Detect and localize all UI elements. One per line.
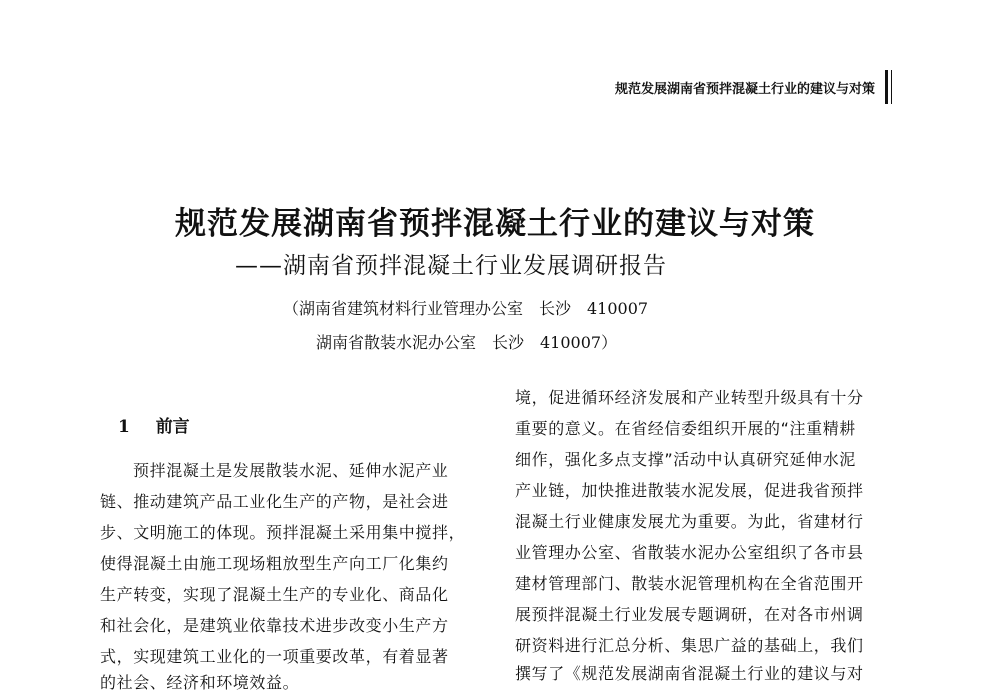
body-line: 展预拌混凝土行业发展专题调研，在对各市州调 (515, 605, 864, 624)
header-rule-thin (891, 70, 892, 104)
body-line: 境，促进循环经济发展和产业转型升级具有十分 (515, 388, 864, 407)
body-line: 链、推动建筑产品工业化生产的产物，是社会进 (100, 492, 449, 511)
affiliation-line: （湖南省建筑材料行业管理办公室 长沙 410007 (283, 299, 649, 318)
body-line: 的社会、经济和环境效益。 (100, 673, 300, 692)
body-line: 研资料进行汇总分析、集思广益的基础上，我们 (515, 636, 864, 655)
article-subtitle: ——湖南省预拌混凝土行业发展调研报告 (235, 253, 667, 279)
article-title: 规范发展湖南省预拌混凝土行业的建议与对策 (175, 206, 815, 242)
body-line: 业管理办公室、省散装水泥办公室组织了各市县 (515, 543, 864, 562)
header-rule (885, 70, 888, 104)
body-line: 生产转变，实现了混凝土生产的专业化、商品化 (100, 585, 449, 604)
section-number: 1 (118, 417, 130, 437)
body-line: 式，实现建筑工业化的一项重要改革，有着显著 (100, 647, 449, 666)
body-line: 重要的意义。在省经信委组织开展的“注重精耕 (515, 419, 856, 438)
section-heading (118, 412, 190, 437)
section-title: 前言 (155, 417, 190, 437)
body-line: 使得混凝土由施工现场粗放型生产向工厂化集约 (100, 554, 449, 573)
body-line: 和社会化，是建筑业依靠技术进步改变小生产方 (100, 616, 449, 635)
body-line: 建材管理部门、散装水泥管理机构在全省范围开 (515, 574, 864, 593)
running-header: 规范发展湖南省预拌混凝土行业的建议与对策 (614, 82, 875, 97)
body-line: 混凝土行业健康发展尤为重要。为此，省建材行 (515, 512, 864, 531)
body-line: 预拌混凝土是发展散装水泥、延伸水泥产业 (133, 461, 449, 480)
affiliation-line: 湖南省散装水泥办公室 长沙 410007） (316, 333, 618, 352)
body-line: 产业链，加快推进散装水泥发展，促进我省预拌 (515, 481, 864, 500)
body-line: 细作，强化多点支撑”活动中认真研究延伸水泥 (515, 450, 856, 469)
body-line: 撰写了《规范发展湖南省混凝土行业的建议与对 (515, 664, 864, 683)
body-line: 步、文明施工的体现。预拌混凝土采用集中搅拌， (100, 523, 466, 542)
